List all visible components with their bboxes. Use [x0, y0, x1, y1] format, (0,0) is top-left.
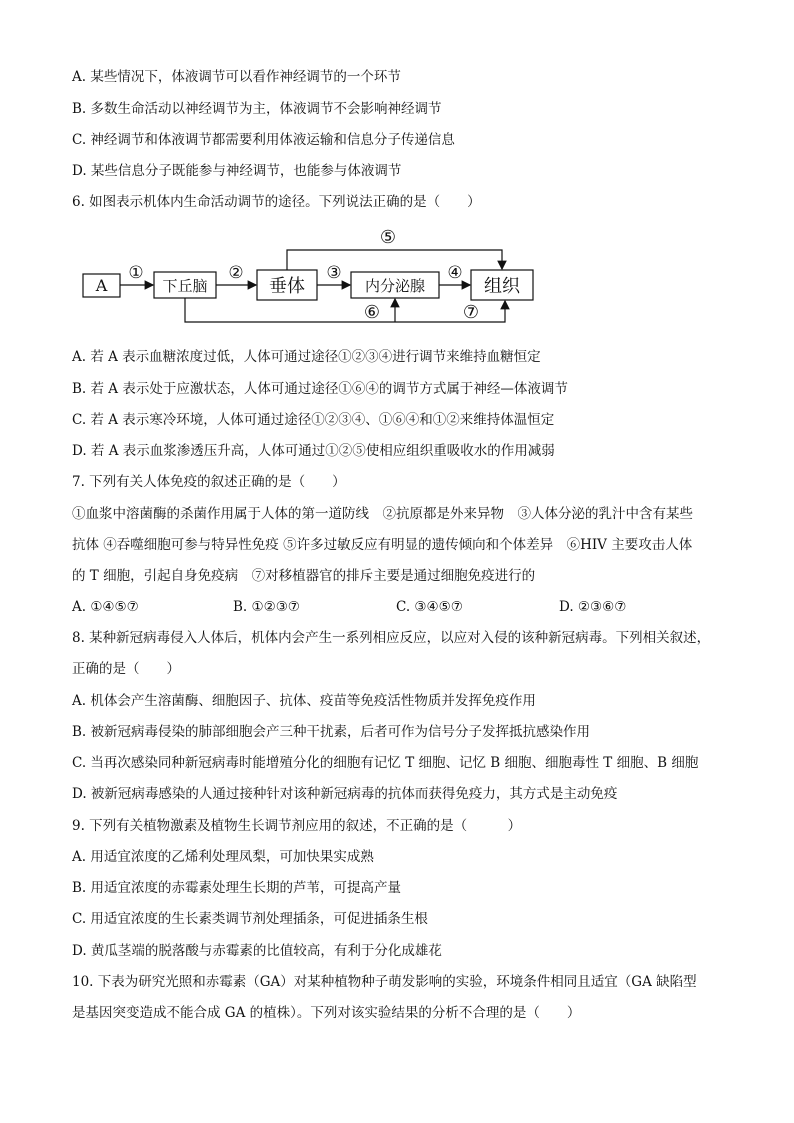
q8-stem-line-2: 正确的是（ ）	[72, 661, 180, 677]
q5-option-a: A. 某些情况下，体液调节可以看作神经调节的一个环节	[72, 69, 401, 85]
q8-stem-line-1: 8. 某种新冠病毒侵入人体后，机体内会产生一系列相应反应，以应对入侵的该种新冠病毒。下列相关叙述，	[72, 630, 711, 646]
box-tissue-label: 组织	[484, 276, 520, 297]
q10-stem-line-2: 是基因突变造成不能合成 GA 的植株）。下列对该实验结果的分析不合理的是（ ）	[72, 1005, 581, 1021]
q8-option-a: A. 机体会产生溶菌酶、细胞因子、抗体、疫苗等免疫活性物质并发挥免疫作用	[72, 693, 536, 709]
box-hypothalamus-label: 下丘脑	[162, 277, 208, 295]
q5-option-b: B. 多数生命活动以神经调节为主，体液调节不会影响神经调节	[72, 101, 442, 117]
q7-statement-line-2: 抗体 ④吞噬细胞可参与特异性免疫 ⑤许多过敏反应有明显的遗传倾向和个体差异 ⑥HIV 主要攻击人体	[72, 537, 693, 553]
arrow-path-7	[185, 298, 505, 322]
label-path-6: ⑥	[363, 302, 381, 323]
label-path-7: ⑦	[462, 302, 480, 323]
q8-option-d: D. 被新冠病毒感染的人通过接种针对该种新冠病毒的抗体而获得免疫力，其方式是主动免疫	[72, 786, 618, 802]
box-endocrine-gland-label: 内分泌腺	[364, 277, 426, 295]
q7-statement-line-1: ①血浆中溶菌酶的杀菌作用属于人体的第一道防线 ②抗原都是外来异物 ③人体分泌的乳汁中含有某些	[72, 506, 693, 522]
label-path-4: ④	[447, 263, 463, 283]
q5-option-d: D. 某些信息分子既能参与神经调节，也能参与体液调节	[72, 163, 402, 179]
q6-option-d: D. 若 A 表示血浆渗透压升高，人体可通过①②⑤使相应组织重吸收水的作用减弱	[72, 443, 555, 459]
q6-option-b: B. 若 A 表示处于应激状态，人体可通过途径①⑥④的调节方式属于神经—体液调节	[72, 381, 568, 397]
q9-stem: 9. 下列有关植物激素及植物生长调节剂应用的叙述，不正确的是（ ）	[72, 818, 522, 834]
q9-option-a: A. 用适宜浓度的乙烯利处理凤梨，可加快果实成熟	[72, 849, 374, 865]
box-pituitary-label: 垂体	[269, 276, 305, 297]
q7-option-a: A. ①④⑤⑦	[72, 599, 139, 615]
q6-option-a: A. 若 A 表示血糖浓度过低，人体可通过途径①②③④进行调节来维持血糖恒定	[72, 349, 541, 365]
q9-option-c: C. 用适宜浓度的生长素类调节剂处理插条，可促进插条生根	[72, 911, 428, 927]
q7-option-b: B. ①②③⑦	[233, 599, 300, 615]
q7-option-d: D. ②③⑥⑦	[559, 599, 627, 615]
label-path-1: ①	[128, 263, 144, 283]
q9-option-d: D. 黄瓜茎端的脱落酸与赤霉素的比值较高，有利于分化成雄花	[72, 943, 442, 959]
q7-statement-line-3: 的 T 细胞，引起自身免疫病 ⑦对移植器官的排斥主要是通过细胞免疫进行的	[72, 568, 536, 584]
q7-stem: 7. 下列有关人体免疫的叙述正确的是（ ）	[72, 474, 346, 490]
q6-option-c: C. 若 A 表示寒冷环境，人体可通过途径①②③④、①⑥④和①②来维持体温恒定	[72, 412, 555, 428]
arrow-path-5	[287, 250, 502, 270]
label-path-5: ⑤	[379, 227, 397, 248]
q8-option-c: C. 当再次感染同种新冠病毒时能增殖分化的细胞有记忆 T 细胞、记忆 B 细胞、细胞毒性 T 细胞、B 细胞	[72, 755, 699, 771]
q6-stem: 6. 如图表示机体内生命活动调节的途径。下列说法正确的是（ ）	[72, 194, 481, 210]
box-a-label: A	[95, 276, 108, 295]
regulation-pathway-diagram	[78, 222, 548, 332]
q8-option-b: B. 被新冠病毒侵染的肺部细胞会产三种干扰素，后者可作为信号分子发挥抵抗感染作用	[72, 724, 591, 740]
q5-option-c: C. 神经调节和体液调节都需要利用体液运输和信息分子传递信息	[72, 132, 455, 148]
q10-stem-line-1: 10. 下表为研究光照和赤霉素（GA）对某种植物种子萌发影响的实验，环境条件相同且适宜（GA 缺陷型	[72, 974, 697, 990]
label-path-3: ③	[326, 263, 342, 283]
q7-option-c: C. ③④⑤⑦	[396, 599, 463, 615]
label-path-2: ②	[228, 263, 244, 283]
q9-option-b: B. 用适宜浓度的赤霉素处理生长期的芦苇，可提高产量	[72, 880, 402, 896]
